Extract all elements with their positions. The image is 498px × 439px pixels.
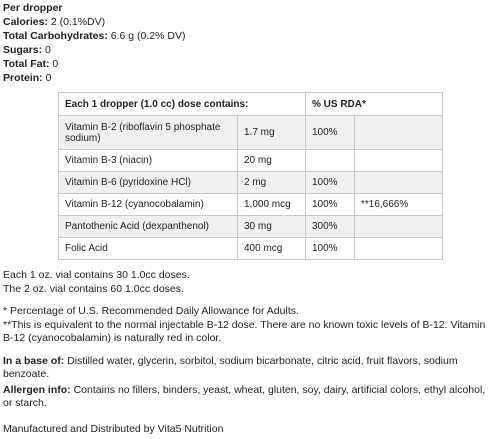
nutrient-name: Pantothenic Acid (dexpanthenol) bbox=[59, 216, 238, 238]
protein-line: Protein: 0 bbox=[3, 72, 52, 84]
nutrient-amount: 400 mcg bbox=[238, 238, 306, 260]
table-row bbox=[59, 216, 443, 238]
footnote-rda: * Percentage of U.S. Recommended Daily Allowance for Adults. bbox=[3, 305, 299, 317]
footnote-b12: **This is equivalent to the normal injectable B-12 dose. There are no known toxic levels of B-12. Vitamin B-12 (cyanocobalamin) is naturally red in color. bbox=[3, 319, 486, 344]
header-rda: % US RDA* bbox=[306, 93, 443, 116]
nutrient-note: **16,666% bbox=[355, 194, 443, 216]
table-row bbox=[59, 150, 443, 172]
nutrient-name: Folic Acid bbox=[59, 238, 238, 260]
nutrient-amount: 20 mg bbox=[238, 150, 306, 172]
nutrient-rda: 100% bbox=[306, 194, 355, 216]
allergen-line: Allergen info: Contains no fillers, binders, yeast, wheat, gluten, soy, dairy, artificial colors, ethyl alcohol, or starch. bbox=[3, 384, 486, 409]
nutrient-rda: 300% bbox=[306, 216, 355, 238]
table-row bbox=[59, 194, 443, 216]
nutrient-amount: 2 mg bbox=[238, 172, 306, 194]
header-dose: Each 1 dropper (1.0 cc) dose contains: bbox=[59, 93, 306, 116]
fat-line: Total Fat: 0 bbox=[3, 58, 59, 70]
carbs-line: Total Carbohydrates: 6.6 g (0.2% DV) bbox=[3, 30, 186, 42]
nutrient-note bbox=[355, 150, 443, 172]
nutrient-note bbox=[355, 216, 443, 238]
vial-note-1: Each 1 oz. vial contains 30 1.0cc doses. bbox=[3, 269, 190, 281]
sugars-line: Sugars: 0 bbox=[3, 44, 51, 56]
manufacturer-line: Manufactured and Distributed by Vita5 Nutrition bbox=[3, 423, 224, 435]
nutrient-name: Vitamin B-3 (niacin) bbox=[59, 150, 238, 172]
nutrient-rda: 100% bbox=[306, 116, 355, 150]
nutrient-name: Vitamin B-6 (pyridoxine HCl) bbox=[59, 172, 238, 194]
table-row bbox=[59, 238, 443, 260]
table-header-row bbox=[59, 93, 443, 116]
nutrient-name: Vitamin B-12 (cyanocobalamin) bbox=[59, 194, 238, 216]
nutrient-table bbox=[58, 92, 443, 260]
base-line: In a base of: Distilled water, glycerin, sorbitol, sodium bicarbonate, citric acid, fruit flavors, sodium benzoate. bbox=[3, 355, 458, 380]
nutrient-note bbox=[355, 116, 443, 150]
calories-line: Calories: 2 (0.1%DV) bbox=[3, 16, 106, 28]
nutrient-rda: 100% bbox=[306, 172, 355, 194]
nutrient-amount: 1,000 mcg bbox=[238, 194, 306, 216]
nutrient-rda bbox=[306, 150, 355, 172]
nutrient-amount: 30 mg bbox=[238, 216, 306, 238]
nutrient-note bbox=[355, 172, 443, 194]
nutrient-amount: 1.7 mg bbox=[238, 116, 306, 150]
facts-heading: Per dropper bbox=[3, 2, 63, 14]
table-row bbox=[59, 172, 443, 194]
nutrient-note bbox=[355, 238, 443, 260]
nutrient-name: Vitamin B-2 (riboflavin 5 phosphate sodium) bbox=[59, 116, 238, 150]
nutrient-rda: 100% bbox=[306, 238, 355, 260]
table-row bbox=[59, 116, 443, 150]
vial-note-2: The 2 oz. vial contains 60 1.0cc doses. bbox=[3, 283, 184, 295]
